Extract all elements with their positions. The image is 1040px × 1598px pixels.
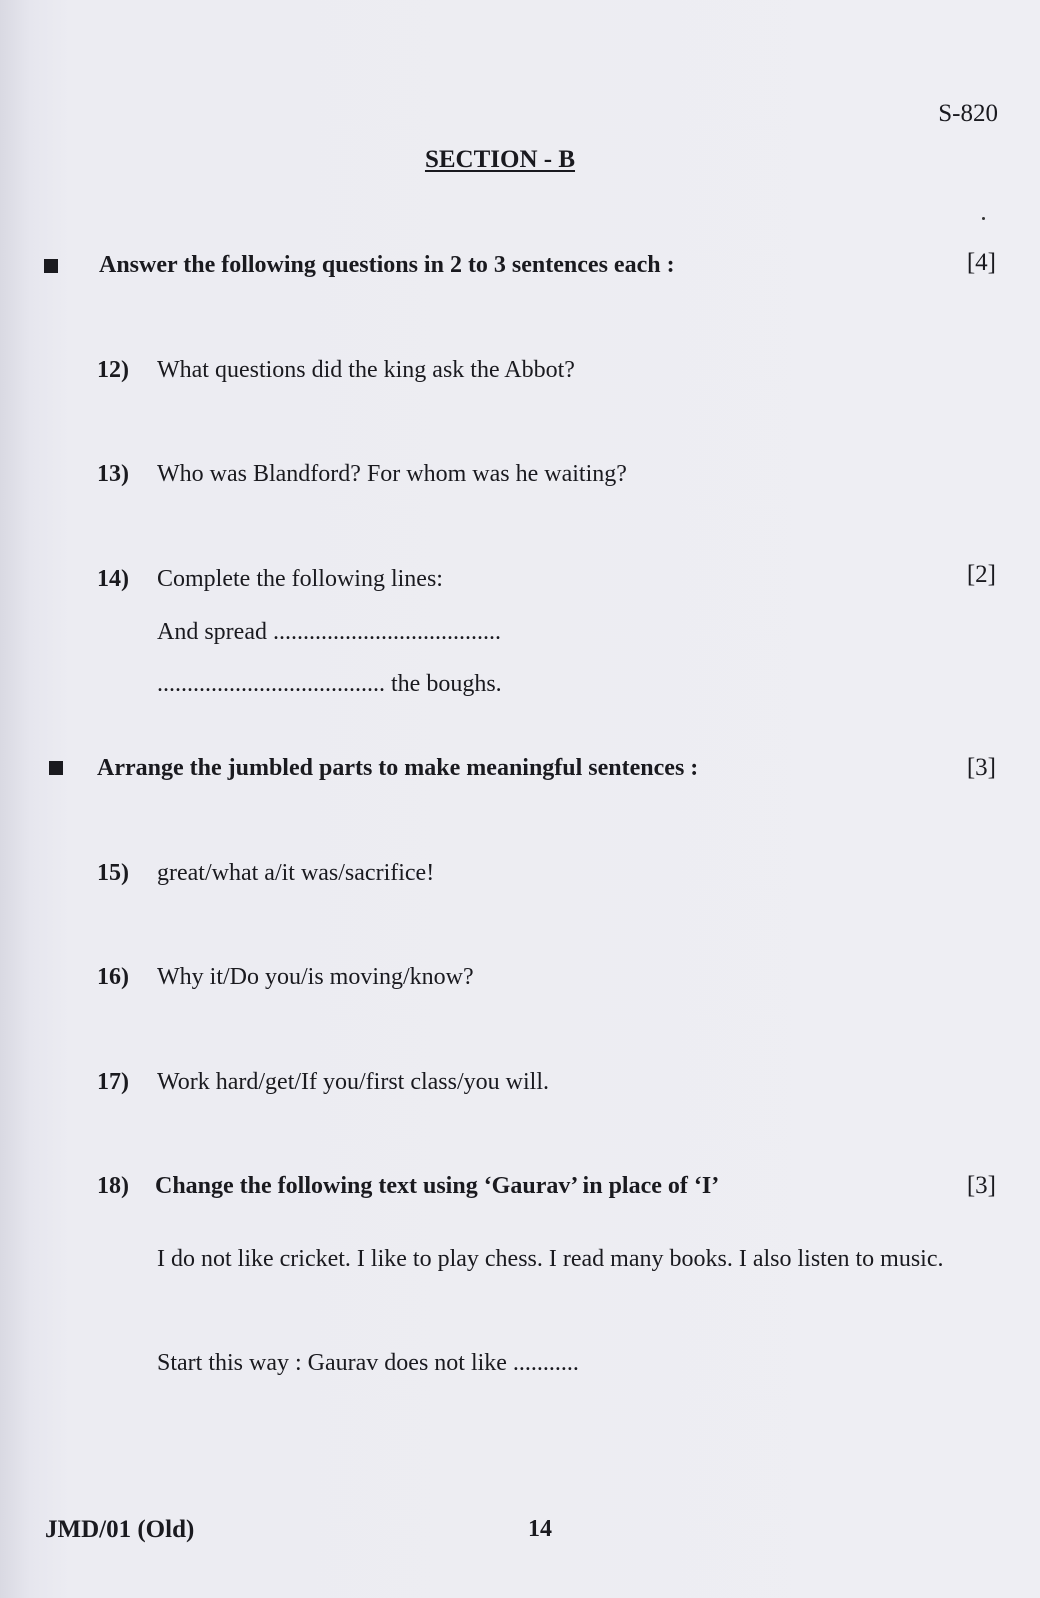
page-number: 14 bbox=[528, 1516, 552, 1542]
instruction-heading-b: Arrange the jumbled parts to make meaningful sentences : bbox=[97, 755, 699, 781]
question-number: 17) bbox=[97, 1069, 129, 1095]
question-number: 15) bbox=[97, 860, 129, 886]
question-number: 13) bbox=[97, 461, 129, 487]
question-text-bold: Change the following text using ‘Gaurav’ in place of ‘I’ bbox=[155, 1173, 720, 1199]
question-text: Complete the following lines: bbox=[157, 566, 443, 592]
course-code: JMD/01 (Old) bbox=[45, 1516, 195, 1543]
question-text: great/what a/it was/sacrifice! bbox=[157, 860, 435, 886]
poem-line-1: And spread ...................................... bbox=[157, 619, 501, 645]
bullet-icon bbox=[44, 259, 58, 273]
question-text: What questions did the king ask the Abbot? bbox=[157, 357, 575, 383]
marks-q14: [2] bbox=[966, 561, 996, 588]
paper-code: S-820 bbox=[938, 100, 998, 127]
question-number: 12) bbox=[97, 357, 129, 383]
marks-part-b: [3] bbox=[966, 754, 996, 781]
margin-dot bbox=[982, 217, 985, 220]
marks-part-a: [4] bbox=[966, 249, 996, 276]
start-prompt: Start this way : Gaurav does not like ........... bbox=[157, 1350, 579, 1376]
passage-text: I do not like cricket. I like to play chess. I read many books. I also listen to music. bbox=[157, 1246, 944, 1272]
question-number: 18) bbox=[97, 1173, 129, 1199]
question-text: Why it/Do you/is moving/know? bbox=[157, 964, 474, 990]
marks-q18: [3] bbox=[966, 1172, 996, 1199]
poem-line-2: ...................................... the boughs. bbox=[157, 671, 502, 697]
instruction-heading-a: Answer the following questions in 2 to 3 sentences each : bbox=[99, 252, 675, 278]
question-text: Who was Blandford? For whom was he waiting? bbox=[157, 461, 627, 487]
question-text: Work hard/get/If you/first class/you will. bbox=[157, 1069, 549, 1095]
question-number: 16) bbox=[97, 964, 129, 990]
bullet-icon bbox=[49, 761, 63, 775]
section-title: SECTION - B bbox=[424, 146, 576, 173]
question-number: 14) bbox=[97, 566, 129, 592]
